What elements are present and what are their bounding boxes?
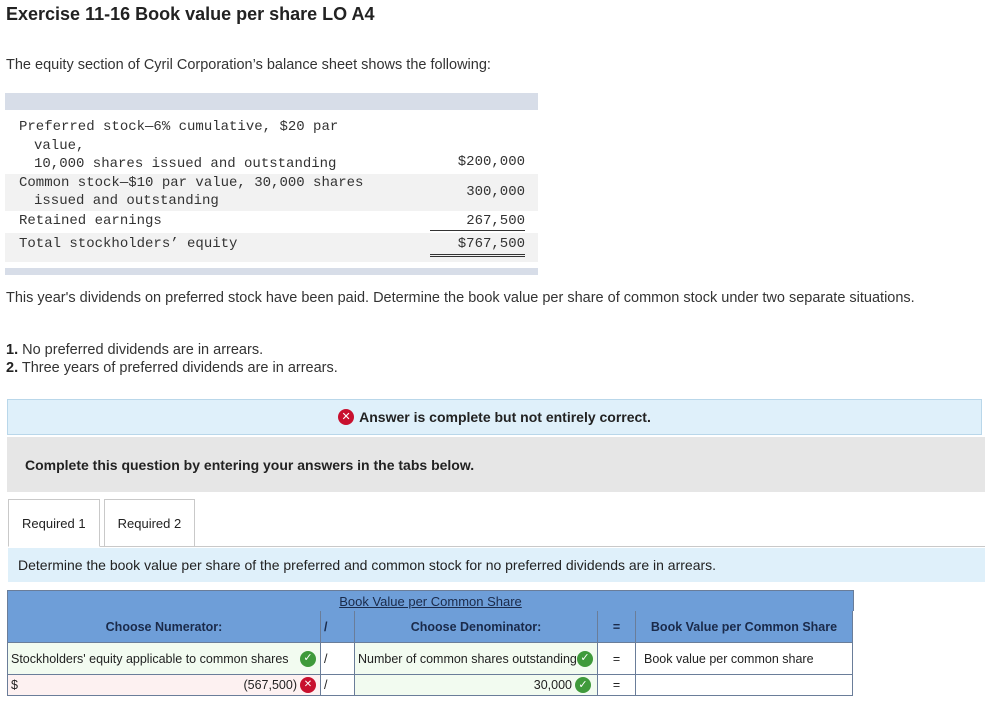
tab-instruction: [8, 548, 985, 582]
equity-row-retained: [5, 211, 538, 234]
equity-table-top-bar: [5, 93, 538, 110]
grid-header-row: [7, 611, 854, 643]
equals-sign: =: [598, 675, 636, 696]
preferred-label-line3: 10,000 shares issued and outstanding: [34, 156, 337, 172]
result-label: Book value per common share: [636, 643, 853, 675]
answer-status-banner: [7, 399, 982, 435]
numerator-select[interactable]: [8, 643, 321, 675]
numerator-select-value: Stockholders' equity applicable to common shares: [11, 651, 289, 666]
header-result: Book Value per Common Share: [636, 611, 853, 643]
currency-symbol: $: [11, 678, 18, 692]
intro-text: The equity section of Cyril Corporation’s balance sheet shows the following:: [6, 57, 491, 73]
tab-divider: [8, 546, 985, 547]
answer-status-text: Answer is complete but not entirely correct.: [359, 409, 651, 425]
exercise-title: Exercise 11-16 Book value per share LO A4: [6, 4, 375, 24]
check-icon: ✓: [577, 651, 593, 667]
grid-title: [7, 590, 854, 611]
equity-row-total: [5, 233, 538, 262]
preferred-label-line1: Preferred stock—6% cumulative, $20 par: [19, 119, 339, 135]
divide-sign: /: [321, 675, 355, 696]
retained-amount: 267,500: [430, 212, 525, 232]
tab-instruction-text: Determine the book value per share of the preferred and common stock for no preferred dividends are in arrears.: [18, 557, 717, 573]
result-input[interactable]: [636, 675, 853, 696]
check-icon: ✓: [300, 651, 316, 667]
header-denominator: Choose Denominator:: [355, 611, 598, 643]
equals-sign: =: [598, 643, 636, 675]
header-equals: =: [598, 611, 636, 643]
total-amount: $767,500: [430, 235, 525, 257]
denominator-input-value: 30,000: [533, 678, 572, 692]
equity-row-common: [5, 174, 538, 211]
preferred-label-line2: value,: [34, 137, 85, 154]
list-item: 1. No preferred dividends are in arrears.: [6, 342, 264, 358]
numerator-input[interactable]: [8, 675, 321, 696]
tab-required-1[interactable]: Required 1: [8, 499, 100, 547]
equity-table-bottom-bar: [5, 268, 538, 275]
answer-grid: [7, 590, 854, 696]
situation-list: [6, 341, 338, 377]
check-icon: ✓: [575, 677, 591, 693]
grid-row-labels: [7, 643, 854, 675]
divide-sign: /: [321, 643, 355, 675]
header-numerator: Choose Numerator:: [8, 611, 321, 643]
common-label-line1: Common stock—$10 par value, 30,000 shares: [19, 174, 364, 191]
tab-bar: [8, 499, 199, 547]
header-divide: /: [321, 611, 355, 643]
common-label-line2: issued and outstanding: [34, 193, 219, 209]
list-item: 2. Three years of preferred dividends are in arrears.: [6, 360, 338, 376]
tab-required-2[interactable]: Required 2: [104, 499, 196, 547]
equity-row-preferred: [5, 110, 538, 174]
common-amount: 300,000: [466, 183, 525, 200]
retained-label: Retained earnings: [19, 212, 162, 229]
denominator-select[interactable]: [355, 643, 598, 675]
denominator-select-value: Number of common shares outstanding: [358, 651, 577, 666]
instructions-text: Complete this question by entering your answers in the tabs below.: [25, 456, 475, 473]
equity-table: [5, 93, 538, 275]
preferred-amount: $200,000: [457, 154, 525, 170]
denominator-input[interactable]: [355, 675, 598, 696]
grid-title-text: Book Value per Common Share: [339, 593, 522, 609]
numerator-input-value: (567,500): [243, 678, 297, 692]
x-circle-icon: ✕: [338, 409, 354, 425]
total-label: Total stockholders’ equity: [19, 236, 238, 252]
grid-row-values: [7, 675, 854, 696]
x-circle-icon: ✕: [300, 677, 316, 693]
question-paragraph: This year's dividends on preferred stock have been paid. Determine the book value per share of common stock under two separate situations.: [6, 290, 915, 306]
instructions-box: [7, 437, 985, 492]
